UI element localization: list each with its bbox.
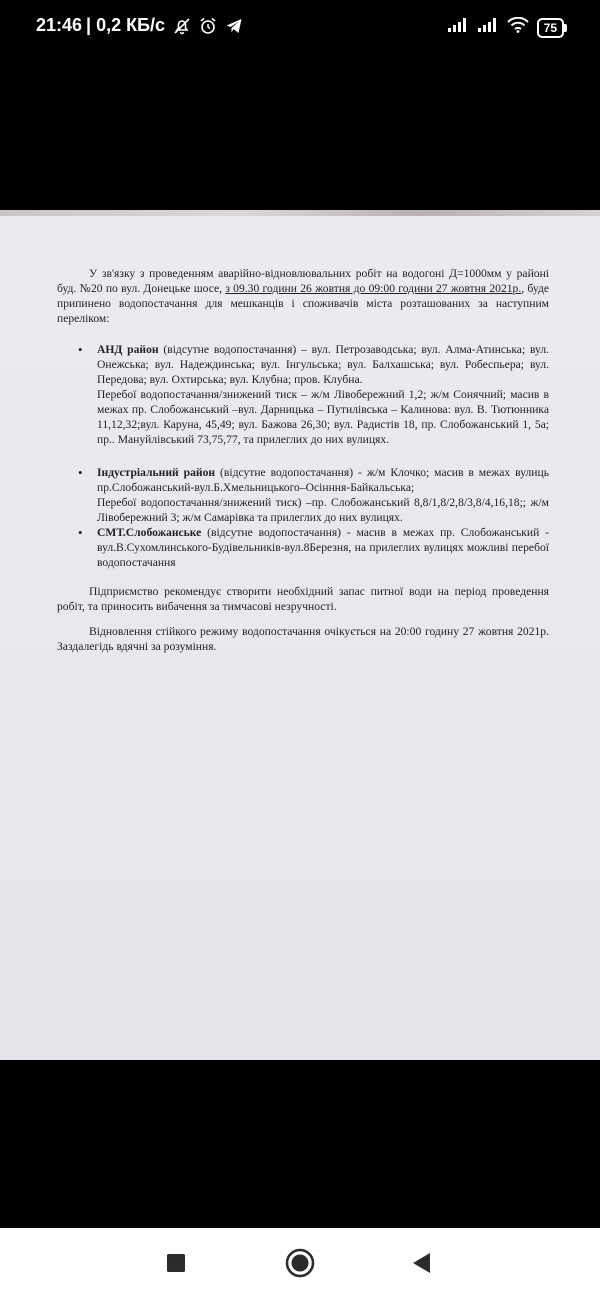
wifi-icon	[507, 17, 529, 38]
intro-text-end: , буде припинено водопостачання для мешканців і споживачів міста розташованих за наступним переліком:	[57, 282, 549, 325]
recents-square-icon[interactable]	[165, 1248, 187, 1283]
advice-paragraph: Підприємство рекомендує створити необхідний запас питної води на період проведення робіт, та приносить вибачення за тимчасові незручності.	[57, 585, 549, 613]
telegram-icon	[225, 17, 243, 35]
list-item	[57, 465, 549, 525]
district-pressure-paragraph: Перебої водопостачання/знижений тиск – ж/м Лівобережний 1,2; ж/м Сонячний; масив в межах пр. Слобожанський –вул. Дарницька – Путилівська – Калинова: вул. В. Тютюнника 11,12,32;вул. Каруна, 45,49; вул. Бажова 26,30; вул. Радистів 18, пр. Слобожанський 1, 5а; пр.. Мануйлівський 73,75,77, та прилеглих до них вулицях.	[97, 388, 549, 446]
district-paragraph	[97, 342, 549, 387]
district-paragraph	[97, 465, 549, 495]
signal-icon	[477, 17, 499, 38]
district-pressure-paragraph: Перебої водопостачання/знижений тиск) –пр. Слобожанський 8,8/1,8/2,8/3,8/4,16,18;; ж/м Лівобережний 3; ж/м Самарівка та прилеглих до них вулицях.	[97, 496, 549, 524]
battery-icon	[537, 18, 564, 38]
intro-text: У зв'язку з проведенням аварійно-відновлювальних робіт на водогоні Д=1000мм у районі буд. №20 по вул. Донецьке шосе,	[57, 267, 549, 295]
status-right	[447, 17, 564, 38]
district-name: АНД район	[97, 343, 159, 356]
bullet-icon: •	[78, 525, 83, 540]
district-name: СМТ.Слобожанське	[97, 526, 202, 539]
district-text: (відсутне водопостачання) - масив в межах пр. Слобожанський - вул.В.Сухомлинського-Будівельників-вул.8Березня, на прилеглих вулицях можливі перебої водопостачання	[97, 526, 549, 569]
signal-icon	[447, 17, 469, 38]
district-name: Індустріальний район	[97, 466, 216, 479]
district-text: (відсутне водопостачання) - ж/м Клочко; масив в межах вулиць пр.Слобожанський-вул.Б.Хмельницького–Осінння-Байкальська;	[97, 466, 549, 494]
document-photo	[0, 210, 600, 1060]
district-text: (відсутне водопостачання) – вул. Петрозаводська; вул. Алма-Атинська; вул. Онежська; вул. Надеждинська; вул. Інгульська; вул. Балхашська; вул. Робеспьера; вул. Передова; вул. Охтирська; вул. Клубна; пров. Клубна.	[97, 343, 550, 386]
alarm-icon	[199, 17, 217, 35]
district-paragraph	[97, 525, 549, 570]
status-bar	[0, 0, 600, 56]
paper-edge	[0, 210, 600, 216]
bullet-icon: •	[78, 465, 83, 480]
intro-paragraph	[57, 266, 549, 326]
district-list	[57, 342, 549, 570]
clock: 21:46	[36, 15, 83, 35]
battery-level: 75	[543, 20, 557, 35]
document-text	[57, 266, 549, 654]
bell-off-icon	[173, 17, 191, 35]
network-speed: | 0,2 КБ/с	[86, 15, 166, 35]
bullet-icon: •	[78, 342, 83, 357]
back-triangle-icon[interactable]	[410, 1248, 434, 1283]
restore-paragraph: Відновлення стійкого режиму водопостачання очікується на 20:00 годину 27 жовтня 2021р. Заздалегідь вдячні за розуміння.	[57, 625, 549, 653]
list-item	[57, 342, 549, 447]
navigation-bar	[0, 1228, 600, 1299]
home-circle-icon[interactable]	[284, 1248, 316, 1283]
list-item	[57, 525, 549, 570]
status-left	[36, 15, 243, 36]
intro-date-range: з 09.30 години 26 жовтня до 09:00 години 27 жовтня 2021р.	[225, 282, 522, 295]
